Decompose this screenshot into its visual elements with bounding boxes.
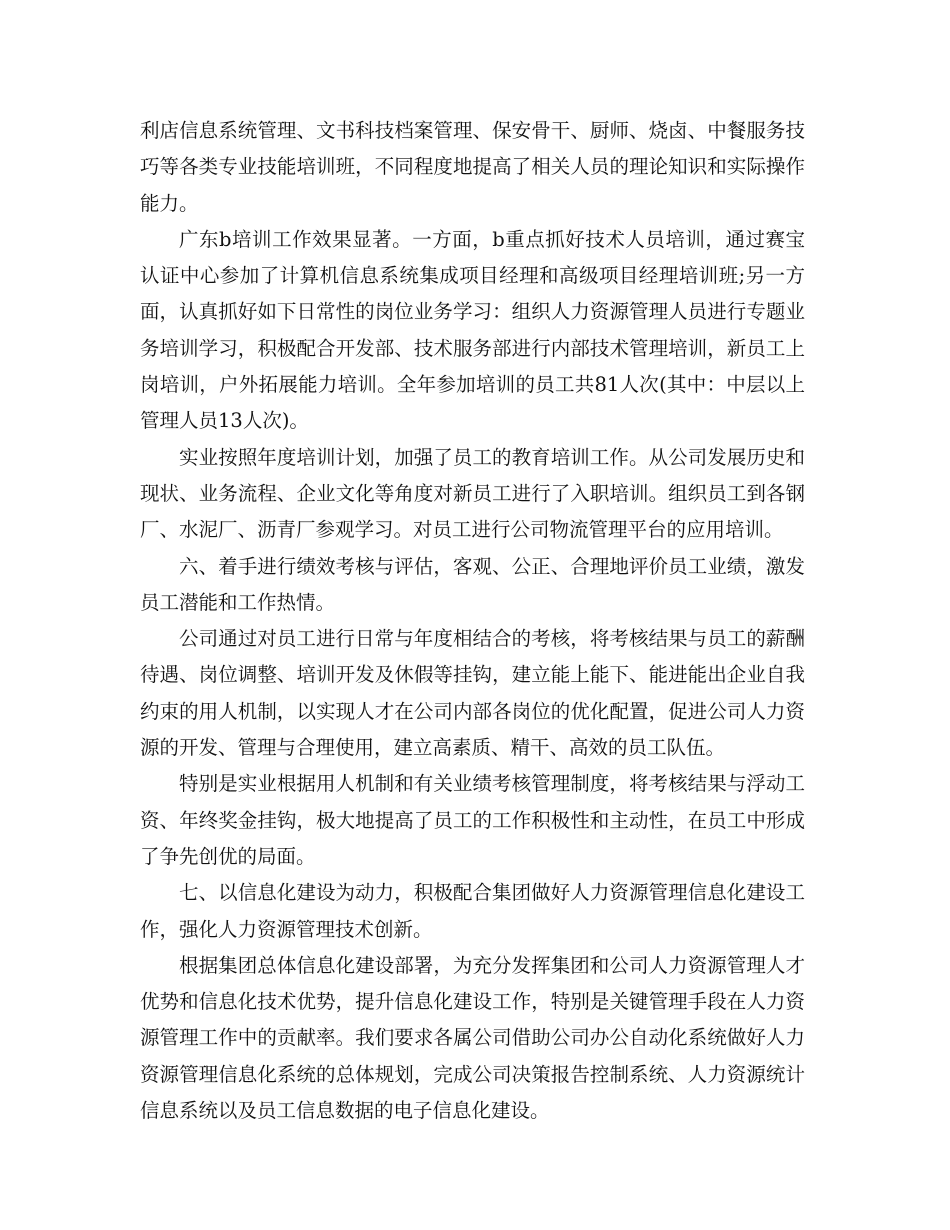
document-page xyxy=(140,113,805,1129)
paragraph-bonus-linkage: 特别是实业根据用人机制和有关业绩考核管理制度，将考核结果与浮动工资、年终奖金挂钩，极大地提高了员工的工作积极性和主动性，在员工中形成了争先创优的局面。 xyxy=(140,772,805,868)
paragraph-continued-training-classes: 利店信息系统管理、文书科技档案管理、保安骨干、厨师、烧卤、中餐服务技巧等各类专业技能培训班，不同程度地提高了相关人员的理论知识和实际操作能力。 xyxy=(140,119,805,215)
paragraph-annual-training-plan: 实业按照年度培训计划，加强了员工的教育培训工作。从公司发展历史和现状、业务流程、企业文化等角度对新员工进行了入职培训。组织员工到各钢厂、水泥厂、沥青厂参观学习。对员工进行公司物流管理平台的应用培训。 xyxy=(140,445,805,542)
paragraph-guangdong-training: 广东b培训工作效果显著。一方面，b重点抓好技术人员培训，通过赛宝认证中心参加了计算机信息系统集成项目经理和高级项目经理培训班;另一方面，认真抓好如下日常性的岗位业务学习：组织人力资源管理人员进行专题业务培训学习，积极配合开发部、技术服务部进行内部技术管理培训，新员工上岗培训，户外拓展能力培训。全年参加培训的员工共81人次(其中：中层以上管理人员13人次)。 xyxy=(140,227,805,433)
section-heading-performance: 六、着手进行绩效考核与评估，客观、公正、合理地评价员工业绩，激发员工潜能和工作热情。 xyxy=(140,554,805,614)
paragraph-informatization-plan: 根据集团总体信息化建设部署，为充分发挥集团和公司人力资源管理人才优势和信息化技术优势，提升信息化建设工作，特别是关键管理手段在人力资源管理工作中的贡献率。我们要求各属公司借助公司办公自动化系统做好人力资源管理信息化系统的总体规划，完成公司决策报告控制系统、人力资源统计信息系统以及员工信息数据的电子信息化建设。 xyxy=(140,953,805,1123)
paragraph-assessment-mechanism: 公司通过对员工进行日常与年度相结合的考核，将考核结果与员工的薪酬待遇、岗位调整、培训开发及休假等挂钩，建立能上能下、能进能出企业自我约束的用人机制，以实现人才在公司内部各岗位的优化配置，促进公司人力资源的开发、管理与合理使用，建立高素质、精干、高效的员工队伍。 xyxy=(140,627,805,760)
section-heading-informatization: 七、以信息化建设为动力，积极配合集团做好人力资源管理信息化建设工作，强化人力资源管理技术创新。 xyxy=(140,881,805,941)
